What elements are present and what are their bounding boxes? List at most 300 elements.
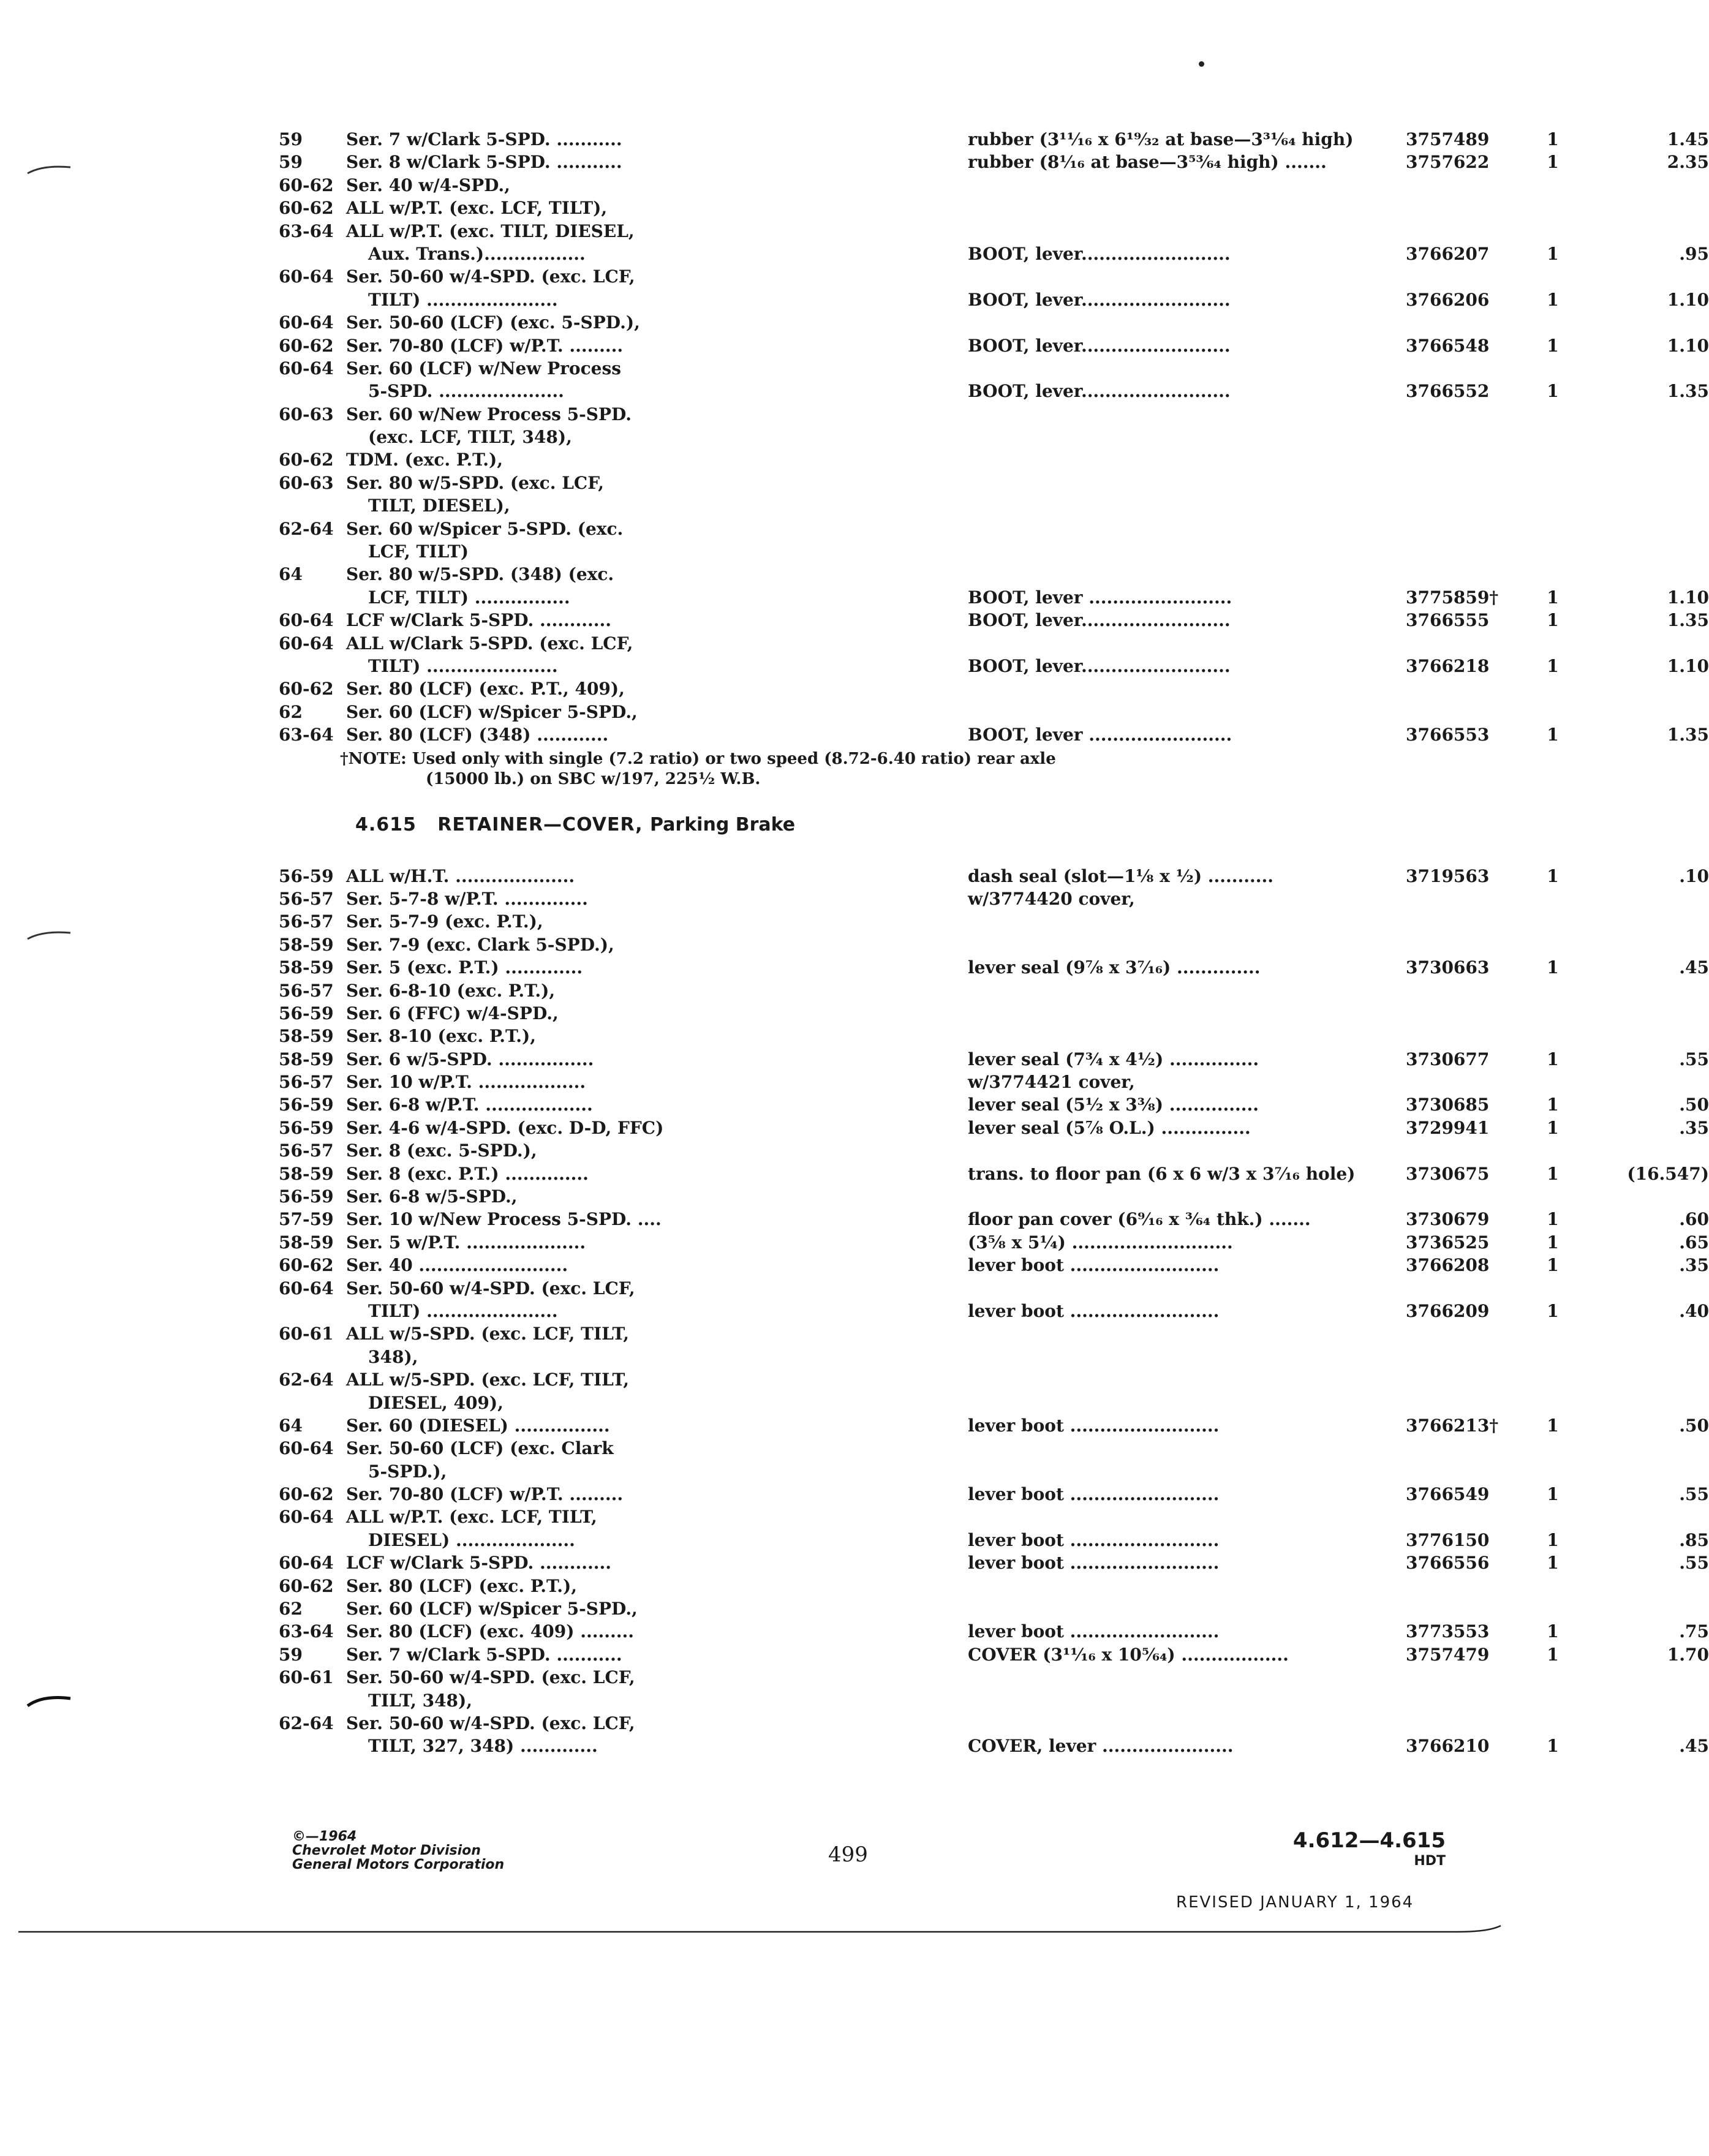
description-cell: COVER (3¹¹⁄₁₆ x 10⁵⁄₆₄) .................. — [968, 1644, 1289, 1665]
description-cell: lever boot ......................... — [968, 1553, 1220, 1574]
table-row — [279, 518, 1467, 540]
table-row — [279, 334, 1709, 357]
application-cell: ALL w/P.T. (exc. TILT, DIESEL, — [346, 221, 635, 241]
model-years-cell: 58-59 — [279, 1026, 334, 1047]
application-cell: Ser. 60 (LCF) w/Spicer 5-SPD., — [346, 1599, 638, 1619]
price-cell: .35 — [1679, 1117, 1709, 1138]
quantity-cell: 1 — [1547, 725, 1559, 745]
part-number-cell: 3719563 — [1406, 865, 1490, 886]
description-cell: floor pan cover (6⁹⁄₁₆ x ³⁄₆₄ thk.) ....... — [968, 1209, 1311, 1230]
model-years-cell: 60-64 — [279, 633, 334, 654]
model-years-cell: 57-59 — [279, 1209, 334, 1230]
application-cell: TILT, DIESEL), — [368, 496, 510, 516]
application-cell: Ser. 8 (exc. P.T.) .............. — [346, 1163, 589, 1184]
model-years-cell: 60-64 — [279, 1438, 334, 1459]
quantity-cell: 1 — [1547, 1095, 1559, 1115]
application-cell: TILT) ...................... — [368, 655, 558, 676]
bottom-rule — [18, 1923, 1519, 1948]
speck-dot — [1199, 61, 1204, 67]
price-cell: .55 — [1679, 1049, 1709, 1069]
application-cell: ALL w/Clark 5-SPD. (exc. LCF, — [346, 633, 633, 654]
table-row — [279, 220, 1467, 243]
part-number-cell: 3775859† — [1406, 587, 1499, 608]
revision-date: REVISED JANUARY 1, 1964 — [1176, 1893, 1414, 1912]
application-cell: Ser. 60 (DIESEL) ................ — [346, 1415, 610, 1436]
section-heading — [279, 814, 1467, 835]
table-row — [279, 243, 1709, 265]
table-row — [279, 1575, 1467, 1597]
quantity-cell: 1 — [1547, 865, 1559, 886]
price-cell: 1.10 — [1667, 587, 1709, 608]
table-row — [279, 1689, 1467, 1712]
table-row — [279, 1002, 1467, 1025]
table-row — [279, 494, 1467, 517]
part-number-cell: 3766552 — [1406, 381, 1490, 402]
model-years-cell: 58-59 — [279, 1049, 334, 1069]
model-years-cell: 60-61 — [279, 1667, 334, 1688]
model-years-cell: 60-64 — [279, 1553, 334, 1574]
application-cell: DIESEL) .................... — [368, 1529, 575, 1550]
part-number-cell: 3757479 — [1406, 1644, 1490, 1665]
application-cell: LCF, TILT) — [368, 541, 469, 562]
quantity-cell: 1 — [1547, 1415, 1559, 1436]
table-row — [279, 197, 1467, 219]
table-row — [279, 1712, 1467, 1735]
price-cell: .40 — [1679, 1300, 1709, 1321]
application-cell: Ser. 4-6 w/4-SPD. (exc. D-D, FFC) — [346, 1117, 664, 1138]
model-years-cell: 60-64 — [279, 266, 334, 287]
model-years-cell: 56-57 — [279, 980, 334, 1001]
application-cell: Ser. 8 (exc. 5-SPD.), — [346, 1140, 537, 1161]
description-cell: w/3774420 cover, — [968, 888, 1135, 909]
quantity-cell: 1 — [1547, 1255, 1559, 1276]
table-row — [279, 586, 1709, 609]
application-cell: Ser. 7 w/Clark 5-SPD. ........... — [346, 129, 622, 149]
application-cell: Ser. 80 (LCF) (exc. P.T.), — [346, 1575, 577, 1596]
quantity-cell: 1 — [1547, 1163, 1559, 1184]
model-years-cell: 64 — [279, 564, 303, 585]
model-years-cell: 63-64 — [279, 1621, 334, 1642]
division-name: Chevrolet Motor Division — [292, 1843, 481, 1858]
table-row — [279, 1735, 1709, 1757]
quantity-cell: 1 — [1547, 1232, 1559, 1253]
parts-listing — [279, 128, 1709, 1758]
application-cell: Ser. 5 w/P.T. .................... — [346, 1232, 586, 1253]
application-cell: Ser. 60 w/Spicer 5-SPD. (exc. — [346, 518, 624, 539]
price-cell: 1.70 — [1667, 1644, 1709, 1665]
description-cell: (3⅝ x 5¼) ........................... — [968, 1232, 1233, 1253]
quantity-cell: 1 — [1547, 610, 1559, 631]
description-cell: lever boot ......................... — [968, 1300, 1220, 1321]
application-cell: Ser. 60 (LCF) w/New Process — [346, 358, 621, 379]
price-cell: .85 — [1679, 1529, 1709, 1550]
description-cell: trans. to floor pan (6 x 6 w/3 x 3⁷⁄₁₆ hole) — [968, 1163, 1356, 1184]
price-cell: 1.10 — [1667, 335, 1709, 356]
price-cell: .10 — [1679, 865, 1709, 886]
quantity-cell: 1 — [1547, 587, 1559, 608]
application-cell: Ser. 5-7-9 (exc. P.T.), — [346, 911, 543, 932]
model-years-cell: 60-62 — [279, 175, 334, 195]
application-cell: Ser. 60 w/New Process 5-SPD. — [346, 404, 632, 424]
footnote-line: (15000 lb.) on SBC w/197, 225½ W.B. — [426, 769, 761, 788]
section-heading-code: 4.615 — [355, 813, 417, 835]
description-cell: BOOT, lever......................... — [968, 610, 1231, 631]
application-cell: Ser. 70-80 (LCF) w/P.T. ......... — [346, 1484, 624, 1505]
application-cell: Ser. 50-60 w/4-SPD. (exc. LCF, — [346, 266, 635, 287]
model-years-cell: 58-59 — [279, 1232, 334, 1253]
price-cell: .55 — [1679, 1484, 1709, 1505]
description-cell: BOOT, lever......................... — [968, 335, 1231, 356]
part-number-cell: 3766556 — [1406, 1553, 1490, 1574]
table-row — [279, 1597, 1467, 1620]
price-cell: (16.547) — [1627, 1163, 1709, 1184]
section-4615-rows — [279, 865, 1709, 1758]
application-cell: ALL w/P.T. (exc. LCF, TILT), — [346, 198, 608, 219]
table-row — [279, 403, 1467, 426]
table-row — [279, 1163, 1709, 1185]
table-row — [279, 380, 1709, 402]
application-cell: Ser. 40 w/4-SPD., — [346, 175, 510, 195]
table-row — [279, 1185, 1467, 1208]
model-years-cell: 62 — [279, 1599, 303, 1619]
table-row — [279, 128, 1709, 151]
description-cell: BOOT, lever......................... — [968, 381, 1231, 402]
application-cell: Ser. 6 (FFC) w/4-SPD., — [346, 1003, 559, 1023]
table-row — [279, 311, 1467, 334]
description-cell: BOOT, lever ........................ — [968, 587, 1232, 608]
table-row — [279, 956, 1709, 979]
model-years-cell: 60-64 — [279, 312, 334, 333]
quantity-cell: 1 — [1547, 957, 1559, 978]
footnote — [279, 749, 1467, 790]
application-cell: Ser. 5 (exc. P.T.) ............. — [346, 957, 583, 978]
table-row — [279, 1025, 1467, 1047]
part-number-cell: 3773553 — [1406, 1621, 1490, 1642]
model-years-cell: 60-63 — [279, 472, 334, 493]
binding-mark-icon — [25, 156, 74, 181]
table-row — [279, 910, 1467, 933]
model-years-cell: 58-59 — [279, 1163, 334, 1184]
section-heading-subtitle: Parking Brake — [650, 813, 796, 835]
description-cell: lever seal (7¾ x 4½) ............... — [968, 1049, 1259, 1069]
application-cell: Ser. 6-8 w/P.T. .................. — [346, 1095, 593, 1115]
model-years-cell: 58-59 — [279, 957, 334, 978]
quantity-cell: 1 — [1547, 1529, 1559, 1550]
application-cell: LCF w/Clark 5-SPD. ............ — [346, 610, 612, 631]
application-cell: Ser. 7-9 (exc. Clark 5-SPD.), — [346, 934, 614, 955]
price-cell: 1.45 — [1667, 129, 1709, 149]
application-cell: Ser. 60 (LCF) w/Spicer 5-SPD., — [346, 701, 638, 722]
application-cell: TILT) ...................... — [368, 1300, 558, 1321]
part-number-cell: 3766209 — [1406, 1300, 1490, 1321]
application-cell: Ser. 80 (LCF) (exc. P.T., 409), — [346, 679, 625, 699]
model-years-cell: 62-64 — [279, 1713, 334, 1733]
description-cell: dash seal (slot—1⅛ x ½) ........... — [968, 865, 1274, 886]
price-cell: .75 — [1679, 1621, 1709, 1642]
description-cell: lever seal (5⅞ O.L.) ............... — [968, 1117, 1251, 1138]
part-number-cell: 3766218 — [1406, 655, 1490, 676]
table-row — [279, 701, 1467, 723]
description-cell: lever boot ......................... — [968, 1529, 1220, 1550]
price-cell: .50 — [1679, 1095, 1709, 1115]
application-cell: Ser. 40 ......................... — [346, 1255, 568, 1276]
model-years-cell: 64 — [279, 1415, 303, 1436]
quantity-cell: 1 — [1547, 655, 1559, 676]
part-number-cell: 3766548 — [1406, 335, 1490, 356]
model-years-cell: 56-57 — [279, 888, 334, 909]
table-row — [279, 1139, 1467, 1162]
description-cell: lever boot ......................... — [968, 1255, 1220, 1276]
application-cell: TILT, 348), — [368, 1690, 473, 1711]
table-row — [279, 1666, 1467, 1689]
price-cell: .35 — [1679, 1255, 1709, 1276]
table-row — [279, 1071, 1467, 1093]
application-cell: Ser. 5-7-8 w/P.T. .............. — [346, 888, 588, 909]
footnote-line: †NOTE: Used only with single (7.2 ratio) or two speed (8.72-6.40 ratio) rear axle — [340, 749, 1056, 768]
table-row — [279, 1620, 1709, 1643]
section-range: 4.612—4.615 — [1292, 1828, 1446, 1853]
table-row — [279, 1643, 1709, 1666]
model-years-cell: 58-59 — [279, 934, 334, 955]
model-years-cell: 56-59 — [279, 865, 334, 886]
application-cell: Ser. 6-8-10 (exc. P.T.), — [346, 980, 556, 1001]
application-cell: ALL w/5-SPD. (exc. LCF, TILT, — [346, 1370, 630, 1390]
model-years-cell: 63-64 — [279, 725, 334, 745]
application-cell: Ser. 6-8 w/5-SPD., — [346, 1186, 518, 1207]
part-number-cell: 3766213† — [1406, 1415, 1499, 1436]
price-cell: .45 — [1679, 1736, 1709, 1757]
application-cell: Ser. 8-10 (exc. P.T.), — [346, 1026, 536, 1047]
price-cell: 1.35 — [1667, 610, 1709, 631]
table-row — [279, 677, 1467, 700]
application-cell: Ser. 10 w/New Process 5-SPD. .... — [346, 1209, 662, 1230]
table-row — [279, 357, 1467, 380]
application-cell: Ser. 7 w/Clark 5-SPD. ........... — [346, 1644, 622, 1665]
price-cell: 2.35 — [1667, 152, 1709, 173]
copyright: ©—1964 — [292, 1829, 357, 1844]
table-row — [279, 1277, 1467, 1300]
application-cell: Ser. 50-60 w/4-SPD. (exc. LCF, — [346, 1713, 635, 1733]
quantity-cell: 1 — [1547, 1209, 1559, 1230]
price-cell: 1.10 — [1667, 289, 1709, 310]
table-row — [279, 979, 1467, 1002]
application-cell: ALL w/H.T. .................... — [346, 865, 575, 886]
table-row — [279, 632, 1467, 655]
quantity-cell: 1 — [1547, 1300, 1559, 1321]
model-years-cell: 60-62 — [279, 335, 334, 356]
table-row — [279, 1551, 1709, 1574]
description-cell: BOOT, lever......................... — [968, 289, 1231, 310]
quantity-cell: 1 — [1547, 243, 1559, 264]
model-years-cell: 60-61 — [279, 1324, 334, 1344]
model-years-cell: 63-64 — [279, 221, 334, 241]
description-cell: w/3774421 cover, — [968, 1072, 1135, 1093]
section-range-block — [1262, 1828, 1446, 1870]
application-cell: Ser. 80 (LCF) (exc. 409) ......... — [346, 1621, 634, 1642]
model-years-cell: 62 — [279, 701, 303, 722]
table-row — [279, 1392, 1467, 1414]
quantity-cell: 1 — [1547, 335, 1559, 356]
table-row — [279, 265, 1467, 288]
part-number-cell: 3729941 — [1406, 1117, 1490, 1138]
quantity-cell: 1 — [1547, 1553, 1559, 1574]
application-cell: Ser. 50-60 (LCF) (exc. Clark — [346, 1438, 614, 1459]
description-cell: lever seal (5½ x 3⅜) ............... — [968, 1095, 1259, 1115]
quantity-cell: 1 — [1547, 1736, 1559, 1757]
table-row — [279, 1460, 1467, 1483]
section-4612-rows — [279, 128, 1709, 747]
part-number-cell: 3730679 — [1406, 1209, 1490, 1230]
part-number-cell: 3766208 — [1406, 1255, 1490, 1276]
part-number-cell: 3730685 — [1406, 1095, 1490, 1115]
model-years-cell: 60-62 — [279, 450, 334, 470]
table-row — [279, 563, 1467, 586]
section-heading-title: RETAINER—COVER, — [437, 813, 643, 835]
table-row — [279, 1254, 1709, 1276]
application-cell: 348), — [368, 1346, 418, 1367]
part-number-cell: 3757622 — [1406, 152, 1490, 173]
table-row — [279, 1231, 1709, 1254]
model-years-cell: 56-57 — [279, 1140, 334, 1161]
description-cell: BOOT, lever......................... — [968, 655, 1231, 676]
model-years-cell: 60-62 — [279, 679, 334, 699]
table-row — [279, 865, 1709, 888]
table-row — [279, 174, 1467, 197]
application-cell: LCF w/Clark 5-SPD. ............ — [346, 1553, 612, 1574]
table-row — [279, 1093, 1709, 1116]
price-cell: .55 — [1679, 1553, 1709, 1574]
part-number-cell: 3736525 — [1406, 1232, 1490, 1253]
part-number-cell: 3730663 — [1406, 957, 1490, 978]
model-years-cell: 56-59 — [279, 1117, 334, 1138]
quantity-cell: 1 — [1547, 381, 1559, 402]
model-years-cell: 60-63 — [279, 404, 334, 424]
description-cell: lever boot ......................... — [968, 1415, 1220, 1436]
table-row — [279, 1300, 1709, 1322]
part-number-cell: 3766206 — [1406, 289, 1490, 310]
quantity-cell: 1 — [1547, 1621, 1559, 1642]
price-cell: 1.35 — [1667, 725, 1709, 745]
application-cell: 5-SPD. ..................... — [368, 381, 564, 402]
price-cell: .95 — [1679, 243, 1709, 264]
application-cell: ALL w/5-SPD. (exc. LCF, TILT, — [346, 1324, 630, 1344]
quantity-cell: 1 — [1547, 129, 1559, 149]
publisher-block — [292, 1830, 504, 1872]
application-cell: Ser. 50-60 w/4-SPD. (exc. LCF, — [346, 1667, 635, 1688]
application-cell: Ser. 10 w/P.T. .................. — [346, 1072, 586, 1093]
application-cell: Ser. 70-80 (LCF) w/P.T. ......... — [346, 335, 624, 356]
description-cell: BOOT, lever......................... — [968, 243, 1231, 264]
table-row — [279, 1483, 1709, 1506]
part-number-cell: 3776150 — [1406, 1529, 1490, 1550]
table-row — [279, 1322, 1467, 1345]
table-row — [279, 888, 1467, 910]
application-cell: Ser. 50-60 (LCF) (exc. 5-SPD.), — [346, 312, 640, 333]
table-row — [279, 933, 1467, 956]
price-cell: 1.10 — [1667, 655, 1709, 676]
model-years-cell: 60-62 — [279, 198, 334, 219]
part-number-cell: 3766210 — [1406, 1736, 1490, 1757]
table-row — [279, 448, 1467, 471]
price-cell: .45 — [1679, 957, 1709, 978]
description-cell: rubber (3¹¹⁄₁₆ x 6¹⁹⁄₃₂ at base—3³¹⁄₆₄ high) — [968, 129, 1354, 149]
model-years-cell: 56-59 — [279, 1003, 334, 1023]
description-cell: lever boot ......................... — [968, 1484, 1220, 1505]
table-row — [279, 426, 1467, 448]
model-years-cell: 60-64 — [279, 610, 334, 631]
application-cell: Ser. 80 (LCF) (348) ............ — [346, 725, 609, 745]
model-years-cell: 56-57 — [279, 911, 334, 932]
part-number-cell: 3766553 — [1406, 725, 1490, 745]
model-years-cell: 60-64 — [279, 1507, 334, 1528]
application-cell: Ser. 50-60 w/4-SPD. (exc. LCF, — [346, 1278, 635, 1298]
table-row — [279, 1414, 1709, 1437]
table-row — [279, 1208, 1709, 1231]
table-row — [279, 1437, 1467, 1460]
application-cell: (exc. LCF, TILT, 348), — [368, 427, 572, 448]
application-cell: TILT) ...................... — [368, 289, 558, 310]
application-cell: TILT, 327, 348) ............. — [368, 1736, 598, 1757]
model-years-cell: 59 — [279, 152, 303, 173]
model-years-cell: 60-64 — [279, 358, 334, 379]
part-number-cell: 3766555 — [1406, 610, 1490, 631]
table-row — [279, 1117, 1709, 1139]
model-years-cell: 59 — [279, 1644, 303, 1665]
quantity-cell: 1 — [1547, 1644, 1559, 1665]
model-years-cell: 60-64 — [279, 1278, 334, 1298]
table-row — [279, 540, 1467, 563]
application-cell: Aux. Trans.)................. — [368, 243, 586, 264]
application-cell: ALL w/P.T. (exc. LCF, TILT, — [346, 1507, 597, 1528]
application-cell: Ser. 8 w/Clark 5-SPD. ........... — [346, 152, 622, 173]
application-cell: LCF, TILT) ................ — [368, 587, 570, 608]
price-cell: 1.35 — [1667, 381, 1709, 402]
page-number: 499 — [828, 1842, 868, 1867]
application-cell: 5-SPD.), — [368, 1461, 447, 1482]
part-number-cell: 3730677 — [1406, 1049, 1490, 1069]
table-row — [279, 288, 1709, 311]
table-row — [279, 723, 1709, 746]
quantity-cell: 1 — [1547, 1117, 1559, 1138]
table-row — [279, 1529, 1709, 1551]
model-years-cell: 60-62 — [279, 1575, 334, 1596]
model-years-cell: 60-62 — [279, 1484, 334, 1505]
application-cell: TDM. (exc. P.T.), — [346, 450, 504, 470]
model-years-cell: 56-59 — [279, 1095, 334, 1115]
model-years-cell: 56-57 — [279, 1072, 334, 1093]
corporation-name: General Motors Corporation — [292, 1857, 505, 1872]
table-row — [279, 151, 1709, 173]
quantity-cell: 1 — [1547, 289, 1559, 310]
price-cell: .60 — [1679, 1209, 1709, 1230]
model-years-cell: 59 — [279, 129, 303, 149]
description-cell: rubber (8¹⁄₁₆ at base—3⁵³⁄₆₄ high) ....... — [968, 152, 1327, 173]
table-row — [279, 1048, 1709, 1071]
description-cell: lever seal (9⅞ x 3⁷⁄₁₆) .............. — [968, 957, 1261, 978]
model-years-cell: 56-59 — [279, 1186, 334, 1207]
price-cell: .50 — [1679, 1415, 1709, 1436]
table-row — [279, 472, 1467, 494]
part-number-cell: 3730675 — [1406, 1163, 1490, 1184]
model-years-cell: 62-64 — [279, 1370, 334, 1390]
model-years-cell: 62-64 — [279, 518, 334, 539]
part-number-cell: 3766207 — [1406, 243, 1490, 264]
description-cell: lever boot ......................... — [968, 1621, 1220, 1642]
quantity-cell: 1 — [1547, 152, 1559, 173]
part-number-cell: 3766549 — [1406, 1484, 1490, 1505]
binding-mark-icon — [25, 1687, 74, 1712]
application-cell: Ser. 80 w/5-SPD. (348) (exc. — [346, 564, 614, 585]
